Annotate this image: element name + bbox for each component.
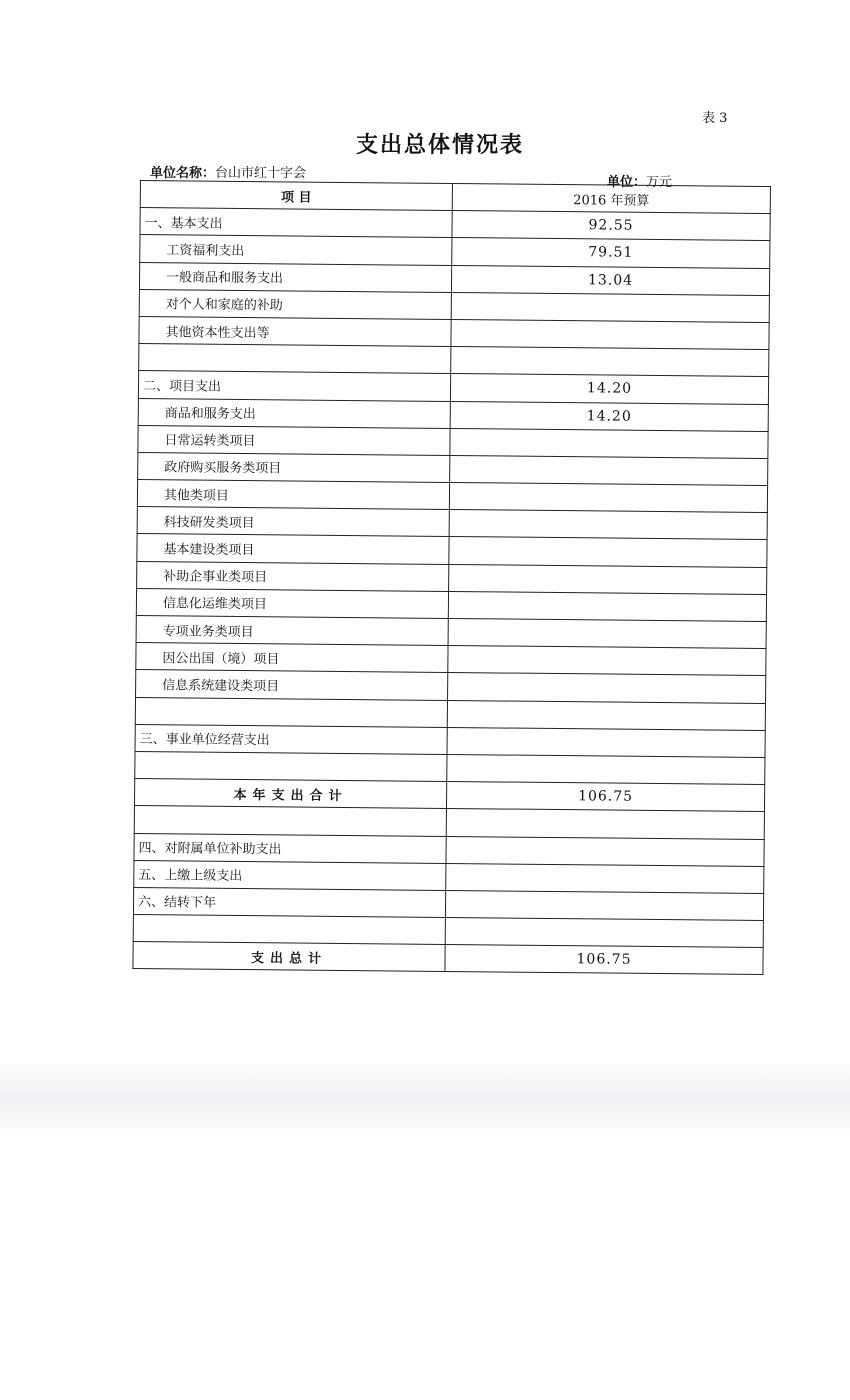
row-value bbox=[447, 700, 765, 730]
row-label bbox=[135, 697, 447, 727]
row-value bbox=[447, 727, 765, 757]
row-label: 三、事业单位经营支出 bbox=[135, 724, 447, 754]
row-label: 专项业务类项目 bbox=[136, 615, 448, 645]
row-value bbox=[450, 428, 768, 458]
row-value bbox=[451, 347, 769, 377]
row-value bbox=[448, 618, 766, 648]
table-row bbox=[133, 942, 763, 975]
row-label: 信息系统建设类项目 bbox=[136, 670, 448, 700]
scan-shadow bbox=[0, 1060, 850, 1140]
row-value bbox=[447, 754, 765, 784]
unit-name-value: 台山市红十字会 bbox=[215, 166, 307, 181]
row-label: 二、项目支出 bbox=[138, 371, 450, 401]
row-label: 补助企事业类项目 bbox=[137, 561, 449, 591]
row-value bbox=[445, 890, 763, 920]
row-value bbox=[448, 591, 766, 621]
row-value bbox=[449, 510, 767, 540]
table-body bbox=[133, 208, 770, 975]
row-value bbox=[449, 564, 767, 594]
row-value bbox=[446, 809, 764, 839]
row-value bbox=[451, 319, 769, 349]
unit-name-label: 单位名称： bbox=[150, 166, 216, 181]
row-label bbox=[139, 344, 451, 374]
row-value bbox=[450, 455, 768, 485]
row-label: 四、对附属单位补助支出 bbox=[134, 833, 446, 863]
expenditure-table-wrap bbox=[132, 180, 770, 975]
row-label: 对个人和家庭的补助 bbox=[139, 289, 451, 319]
row-label: 其他资本性支出等 bbox=[139, 316, 451, 346]
row-label: 本年支出合计 bbox=[134, 779, 446, 809]
row-value: 14.20 bbox=[450, 401, 768, 431]
header-item: 项 目 bbox=[140, 181, 452, 211]
row-value: 106.75 bbox=[446, 782, 764, 812]
row-value bbox=[445, 918, 763, 948]
row-label: 五、上缴上级支出 bbox=[134, 860, 446, 890]
form-number: 表 3 bbox=[702, 111, 728, 126]
header-budget: 2016 年预算 bbox=[452, 183, 770, 213]
row-label bbox=[133, 915, 445, 945]
unit-name-line bbox=[150, 162, 306, 181]
row-label: 信息化运维类项目 bbox=[136, 588, 448, 618]
row-value bbox=[449, 537, 767, 567]
row-value: 92.55 bbox=[452, 211, 770, 241]
row-label: 支出总计 bbox=[133, 942, 445, 972]
row-value bbox=[448, 646, 766, 676]
row-value: 13.04 bbox=[451, 265, 769, 295]
row-label: 科技研发类项目 bbox=[137, 507, 449, 537]
row-label: 一、基本支出 bbox=[140, 208, 452, 238]
currency-unit-label: 单位： bbox=[607, 175, 647, 190]
expenditure-table bbox=[132, 180, 771, 975]
row-label: 日常运转类项目 bbox=[138, 425, 450, 455]
row-label: 基本建设类项目 bbox=[137, 534, 449, 564]
row-label: 六、结转下年 bbox=[133, 887, 445, 917]
row-value bbox=[449, 483, 767, 513]
page-title: 支出总体情况表 bbox=[355, 132, 524, 158]
row-value bbox=[448, 673, 766, 703]
row-value bbox=[446, 863, 764, 893]
row-label: 一般商品和服务支出 bbox=[139, 262, 451, 292]
row-value: 14.20 bbox=[450, 374, 768, 404]
row-value: 79.51 bbox=[452, 238, 770, 268]
row-value bbox=[451, 292, 769, 322]
row-label bbox=[135, 751, 447, 781]
row-label bbox=[134, 806, 446, 836]
row-value bbox=[446, 836, 764, 866]
row-label: 商品和服务支出 bbox=[138, 398, 450, 428]
row-label: 工资福利支出 bbox=[140, 235, 452, 265]
row-label: 其他类项目 bbox=[137, 480, 449, 510]
currency-unit-value: 万元 bbox=[646, 175, 673, 190]
row-label: 政府购买服务类项目 bbox=[138, 452, 450, 482]
row-label: 因公出国（境）项目 bbox=[136, 643, 448, 673]
row-value: 106.75 bbox=[445, 945, 763, 975]
